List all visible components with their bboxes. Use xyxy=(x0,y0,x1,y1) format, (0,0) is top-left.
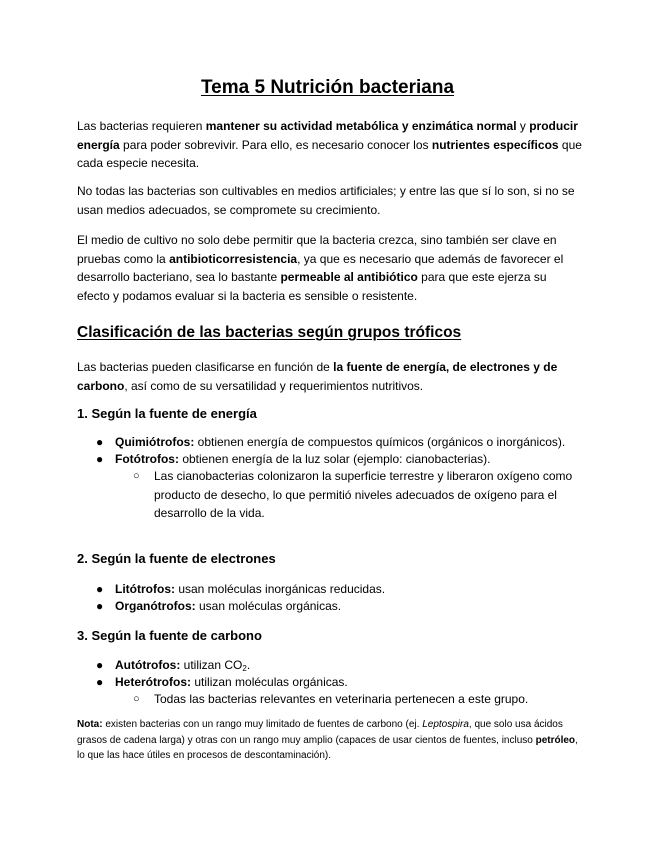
subsection-heading: 2. Según la fuente de electrones xyxy=(77,551,276,566)
text-run: , que solo usa ácidos grasos de cadena larga) y otras con un rango muy amplio (capaces de usar cientos de fuentes, incluso xyxy=(77,719,563,746)
bullet-icon: ● xyxy=(96,582,104,596)
classification-section xyxy=(77,324,582,342)
intro-paragraph-2 xyxy=(77,182,582,219)
electrons-list xyxy=(77,581,582,614)
bold-run: nutrientes específicos xyxy=(431,137,559,152)
bullet-icon: ● xyxy=(96,674,104,689)
carbon-subsection xyxy=(77,628,582,643)
list-term: Litótrofos: xyxy=(115,582,175,596)
text-run: , así como de su versatilidad y requerimientos nutritivos. xyxy=(124,378,424,393)
circle-bullet-icon: ○ xyxy=(133,470,140,482)
list-item xyxy=(77,657,582,674)
bold-run: petróleo xyxy=(535,734,576,746)
text-run: y xyxy=(516,119,530,133)
list-term: Organótrofos: xyxy=(115,598,196,613)
italic-run: Leptospira xyxy=(422,719,469,730)
list-text: usan moléculas inorgánicas reducidas. xyxy=(174,582,386,596)
classification-intro xyxy=(77,358,582,395)
paragraph-text: No todas las bacterias son cultivables en medios artificiales; y entre las que sí lo son, si no se usan medios adecuados, se compromete su crecimiento. xyxy=(77,184,575,217)
document-title: Tema 5 Nutrición bacteriana xyxy=(200,77,455,98)
list-text: usan moléculas orgánicas. xyxy=(195,598,342,613)
text-run: El medio de cultivo no solo debe permitir que la bacteria crezca, sino también ser clave en pruebas como la xyxy=(77,233,557,266)
list-term: Quimiótrofos: xyxy=(115,435,195,449)
list-text-end: . xyxy=(246,658,251,672)
sub-list-text: Las cianobacterias colonizaron la superficie terrestre y liberaron oxígeno como producto de desecho, lo que permitió niveles adecuados de oxígeno para el desarrollo de la vida. xyxy=(154,469,573,520)
text-run: , ya que es necesario que además de favorecer el desarrollo bacteriano, sea lo bastante xyxy=(77,251,564,284)
bold-run: antibioticorresistencia xyxy=(169,251,298,266)
bullet-icon: ● xyxy=(96,451,104,466)
text-run: , lo que las hace útiles en procesos de descontaminación). xyxy=(77,734,578,761)
list-text: utilizan CO xyxy=(180,658,243,672)
list-item xyxy=(77,451,582,523)
section-heading: Clasificación de las bacterias según grupos tróficos xyxy=(77,324,462,341)
bullet-icon: ● xyxy=(96,658,104,672)
bullet-icon: ● xyxy=(96,435,104,449)
circle-bullet-icon: ○ xyxy=(133,693,140,705)
subsection-heading: 1. Según la fuente de energía xyxy=(77,406,257,421)
text-run: para que este ejerza su efecto y podamos evaluar si la bacteria es sensible o resistente. xyxy=(77,270,547,303)
text-run: Las bacterias pueden clasificarse en función de xyxy=(77,360,334,374)
electrons-subsection xyxy=(77,551,582,566)
intro-paragraph-1 xyxy=(77,117,582,173)
note-block xyxy=(77,717,582,764)
text-run: que cada especie necesita. xyxy=(77,137,582,170)
sub-list-item xyxy=(115,467,582,523)
list-item xyxy=(77,581,582,598)
energy-subsection xyxy=(77,406,582,421)
list-term: Autótrofos: xyxy=(115,658,181,672)
list-item xyxy=(77,598,582,615)
bold-run: la fuente de energía, de electrones y de carbono xyxy=(77,360,558,393)
text-run: existen bacterias con un rango muy limitado de fuentes de carbono (ej. xyxy=(102,719,423,730)
list-term: Fotótrofos: xyxy=(115,451,179,466)
text-run: para poder sobrevivir. Para ello, es necesario conocer los xyxy=(119,137,432,152)
list-text: obtienen energía de la luz solar (ejemplo: cianobacterias). xyxy=(178,451,491,466)
subscript: 2 xyxy=(242,664,247,673)
bullet-icon: ● xyxy=(96,598,104,613)
sub-list-item xyxy=(115,690,582,709)
carbon-list xyxy=(77,657,582,709)
bold-run: producir energía xyxy=(77,119,578,152)
list-item xyxy=(77,434,582,451)
list-text: obtienen energía de compuestos químicos (orgánicos o inorgánicos). xyxy=(194,435,566,449)
note-label: Nota: xyxy=(77,719,103,730)
sub-list-text: Todas las bacterias relevantes en veterinaria pertenecen a este grupo. xyxy=(154,692,529,706)
intro-paragraph-3 xyxy=(77,231,582,305)
text-run: Las bacterias requieren xyxy=(77,119,206,133)
energy-list xyxy=(77,434,582,523)
bold-run: permeable al antibiótico xyxy=(280,270,418,284)
bold-run: mantener su actividad metabólica y enzimática normal xyxy=(205,119,517,133)
list-text: utilizan moléculas orgánicas. xyxy=(191,674,348,689)
list-item xyxy=(77,674,582,709)
subsection-heading: 3. Según la fuente de carbono xyxy=(77,628,262,643)
list-term: Heterótrofos: xyxy=(115,674,192,689)
